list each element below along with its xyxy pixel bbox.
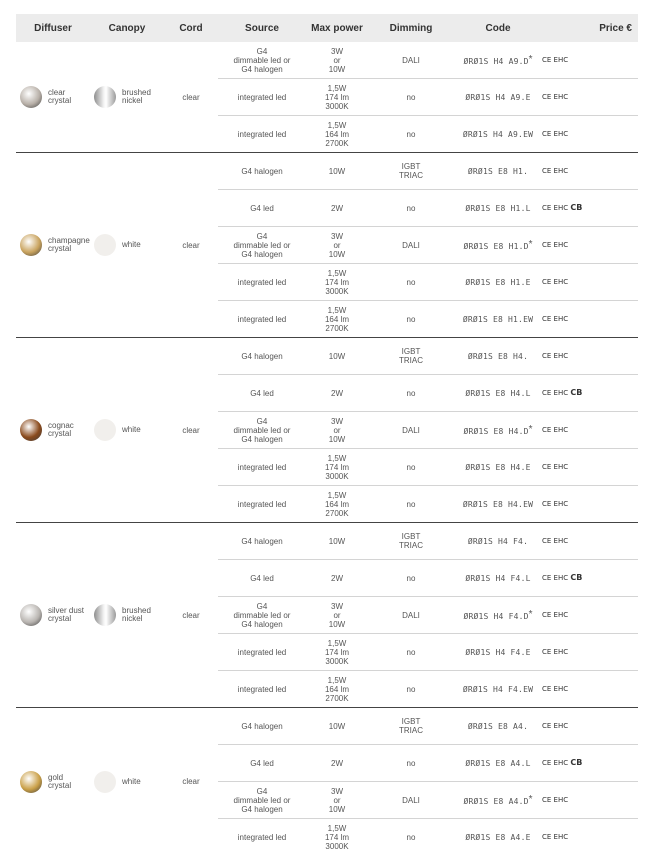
- certification-marks: CE EHC: [542, 352, 568, 360]
- canopy-swatch-group: [92, 234, 162, 256]
- price-cell: [594, 634, 638, 671]
- source-cell: integrated led: [218, 116, 306, 153]
- code-cell: [454, 449, 542, 486]
- canopy-label: white: [122, 241, 141, 249]
- certification-cell: [542, 486, 594, 523]
- certification-marks: CE EHC: [542, 500, 568, 508]
- canopy-swatch: [94, 86, 116, 108]
- dimming-cell: DALI: [368, 227, 454, 264]
- code-cell: [454, 412, 542, 449]
- dimming-cell: DALI: [368, 42, 454, 79]
- max-power-cell: 3W or 10W: [306, 597, 368, 634]
- cord-cell: clear: [164, 42, 218, 153]
- diffuser-cell: [16, 153, 90, 338]
- code-cell: [454, 42, 542, 79]
- source-cell: G4 halogen: [218, 153, 306, 190]
- dimming-cell: no: [368, 375, 454, 412]
- source-cell: G4 led: [218, 560, 306, 597]
- cb-mark: CB: [570, 203, 582, 212]
- product-code: ØRØ1S E8 H4.D: [463, 427, 528, 436]
- certification-cell: [542, 375, 594, 412]
- certification-cell: [542, 190, 594, 227]
- certification-cell: [542, 597, 594, 634]
- max-power-cell: 1,5W 164 lm 2700K: [306, 486, 368, 523]
- certification-cell: [542, 301, 594, 338]
- cord-cell: clear: [164, 523, 218, 708]
- source-cell: integrated led: [218, 301, 306, 338]
- diffuser-swatch: [20, 604, 42, 626]
- code-cell: [454, 264, 542, 301]
- certification-cell: [542, 708, 594, 745]
- diffuser-swatch-group: [18, 234, 88, 256]
- canopy-label: brushed nickel: [122, 89, 162, 105]
- source-cell: integrated led: [218, 634, 306, 671]
- source-cell: G4 dimmable led or G4 halogen: [218, 597, 306, 634]
- code-cell: [454, 560, 542, 597]
- product-code: ØRØ1S E8 A4.D: [463, 797, 528, 806]
- price-cell: [594, 190, 638, 227]
- product-code: ØRØ1S E8 A4.L: [465, 759, 530, 768]
- header-canopy: Canopy: [90, 14, 164, 42]
- canopy-cell: [90, 42, 164, 153]
- max-power-cell: 1,5W 164 lm 2700K: [306, 116, 368, 153]
- header-cord: Cord: [164, 14, 218, 42]
- table-row: [16, 153, 638, 190]
- header-dimming: Dimming: [368, 14, 454, 42]
- certification-cell: [542, 634, 594, 671]
- header-row: [16, 14, 638, 42]
- source-cell: integrated led: [218, 264, 306, 301]
- source-cell: integrated led: [218, 486, 306, 523]
- price-cell: [594, 338, 638, 375]
- certification-marks: CE EHC: [542, 426, 568, 434]
- diffuser-swatch-group: [18, 604, 88, 626]
- dali-asterisk: *: [529, 54, 533, 65]
- canopy-cell: [90, 523, 164, 708]
- price-cell: [594, 153, 638, 190]
- code-cell: [454, 375, 542, 412]
- canopy-swatch: [94, 419, 116, 441]
- diffuser-cell: [16, 523, 90, 708]
- certification-marks: CE EHC: [542, 167, 568, 175]
- product-code: ØRØ1S H4 A9.EW: [463, 130, 533, 139]
- certification-marks: CE EHC: [542, 611, 568, 619]
- cord-cell: clear: [164, 708, 218, 855]
- max-power-cell: 3W or 10W: [306, 412, 368, 449]
- table-row: [16, 42, 638, 79]
- source-cell: G4 dimmable led or G4 halogen: [218, 412, 306, 449]
- certification-cell: [542, 42, 594, 79]
- table-row: [16, 338, 638, 375]
- code-cell: [454, 227, 542, 264]
- price-cell: [594, 560, 638, 597]
- certification-cell: [542, 671, 594, 708]
- code-cell: [454, 782, 542, 819]
- price-cell: [594, 449, 638, 486]
- certification-cell: [542, 560, 594, 597]
- source-cell: G4 led: [218, 745, 306, 782]
- max-power-cell: 1,5W 174 lm 3000K: [306, 819, 368, 855]
- max-power-cell: 10W: [306, 523, 368, 560]
- max-power-cell: 3W or 10W: [306, 782, 368, 819]
- product-code: ØRØ1S E8 A4.: [468, 722, 528, 731]
- certification-marks: CE EHC: [542, 463, 568, 471]
- diffuser-swatch-group: [18, 771, 88, 793]
- dali-asterisk: *: [529, 424, 533, 435]
- price-cell: [594, 671, 638, 708]
- header-cert: [542, 14, 594, 42]
- source-cell: G4 halogen: [218, 338, 306, 375]
- dimming-cell: no: [368, 449, 454, 486]
- code-cell: [454, 597, 542, 634]
- source-cell: integrated led: [218, 449, 306, 486]
- product-code: ØRØ1S E8 H1.: [468, 167, 528, 176]
- header-source: Source: [218, 14, 306, 42]
- dimming-cell: no: [368, 301, 454, 338]
- diffuser-swatch-group: [18, 86, 88, 108]
- certification-cell: [542, 412, 594, 449]
- source-cell: integrated led: [218, 671, 306, 708]
- product-code: ØRØ1S H4 F4.L: [465, 574, 530, 583]
- certification-marks: CE EHC: [542, 759, 568, 767]
- canopy-cell: [90, 153, 164, 338]
- certification-marks: CE EHC: [542, 574, 568, 582]
- certification-cell: [542, 338, 594, 375]
- product-code: ØRØ1S E8 H4.EW: [463, 500, 533, 509]
- certification-cell: [542, 153, 594, 190]
- certification-cell: [542, 227, 594, 264]
- certification-marks: CE EHC: [542, 722, 568, 730]
- max-power-cell: 1,5W 174 lm 3000K: [306, 634, 368, 671]
- header-code: Code: [454, 14, 542, 42]
- code-cell: [454, 190, 542, 227]
- source-cell: G4 halogen: [218, 708, 306, 745]
- certification-marks: CE EHC: [542, 685, 568, 693]
- cb-mark: CB: [570, 388, 582, 397]
- certification-marks: CE EHC: [542, 56, 568, 64]
- dimming-cell: no: [368, 560, 454, 597]
- max-power-cell: 2W: [306, 190, 368, 227]
- dimming-cell: IGBT TRIAC: [368, 523, 454, 560]
- product-code: ØRØ1S H4 F4.D: [463, 612, 528, 621]
- certification-marks: CE EHC: [542, 796, 568, 804]
- product-code: ØRØ1S H4 F4.EW: [463, 685, 533, 694]
- cord-cell: clear: [164, 338, 218, 523]
- canopy-swatch-group: [92, 771, 162, 793]
- dimming-cell: no: [368, 264, 454, 301]
- source-cell: G4 led: [218, 190, 306, 227]
- price-cell: [594, 375, 638, 412]
- price-cell: [594, 412, 638, 449]
- header-max-power: Max power: [306, 14, 368, 42]
- max-power-cell: 10W: [306, 153, 368, 190]
- max-power-cell: 3W or 10W: [306, 42, 368, 79]
- certification-marks: CE EHC: [542, 648, 568, 656]
- diffuser-swatch: [20, 234, 42, 256]
- product-code: ØRØ1S H4 A9.E: [465, 93, 530, 102]
- price-cell: [594, 79, 638, 116]
- source-cell: integrated led: [218, 79, 306, 116]
- code-cell: [454, 634, 542, 671]
- source-cell: integrated led: [218, 819, 306, 855]
- dimming-cell: IGBT TRIAC: [368, 153, 454, 190]
- price-cell: [594, 708, 638, 745]
- diffuser-cell: [16, 338, 90, 523]
- price-cell: [594, 523, 638, 560]
- certification-cell: [542, 819, 594, 855]
- dimming-cell: no: [368, 819, 454, 855]
- price-cell: [594, 227, 638, 264]
- certification-cell: [542, 745, 594, 782]
- code-cell: [454, 671, 542, 708]
- code-cell: [454, 486, 542, 523]
- product-code: ØRØ1S E8 H1.EW: [463, 315, 533, 324]
- diffuser-swatch: [20, 419, 42, 441]
- table-body: [16, 42, 638, 855]
- certification-cell: [542, 116, 594, 153]
- price-cell: [594, 116, 638, 153]
- canopy-swatch-group: [92, 86, 162, 108]
- canopy-swatch: [94, 604, 116, 626]
- dali-asterisk: *: [529, 239, 533, 250]
- certification-cell: [542, 523, 594, 560]
- certification-cell: [542, 264, 594, 301]
- certification-cell: [542, 449, 594, 486]
- price-cell: [594, 782, 638, 819]
- diffuser-label: gold crystal: [48, 774, 88, 790]
- canopy-swatch: [94, 234, 116, 256]
- canopy-swatch: [94, 771, 116, 793]
- certification-marks: CE EHC: [542, 278, 568, 286]
- source-cell: G4 led: [218, 375, 306, 412]
- product-code: ØRØ1S E8 H4.: [468, 352, 528, 361]
- canopy-label: brushed nickel: [122, 607, 162, 623]
- cord-cell: clear: [164, 153, 218, 338]
- max-power-cell: 1,5W 164 lm 2700K: [306, 301, 368, 338]
- dimming-cell: no: [368, 745, 454, 782]
- canopy-swatch-group: [92, 419, 162, 441]
- certification-marks: CE EHC: [542, 241, 568, 249]
- dimming-cell: no: [368, 190, 454, 227]
- max-power-cell: 1,5W 174 lm 3000K: [306, 264, 368, 301]
- canopy-label: white: [122, 426, 141, 434]
- max-power-cell: 1,5W 174 lm 3000K: [306, 79, 368, 116]
- max-power-cell: 3W or 10W: [306, 227, 368, 264]
- max-power-cell: 2W: [306, 375, 368, 412]
- dimming-cell: DALI: [368, 597, 454, 634]
- max-power-cell: 1,5W 164 lm 2700K: [306, 671, 368, 708]
- diffuser-swatch-group: [18, 419, 88, 441]
- source-cell: G4 dimmable led or G4 halogen: [218, 782, 306, 819]
- canopy-swatch-group: [92, 604, 162, 626]
- source-cell: G4 halogen: [218, 523, 306, 560]
- max-power-cell: 2W: [306, 560, 368, 597]
- certification-marks: CE EHC: [542, 204, 568, 212]
- diffuser-swatch: [20, 771, 42, 793]
- code-cell: [454, 153, 542, 190]
- diffuser-label: silver dust crystal: [48, 607, 88, 623]
- dimming-cell: no: [368, 634, 454, 671]
- code-cell: [454, 338, 542, 375]
- max-power-cell: 10W: [306, 338, 368, 375]
- certification-cell: [542, 782, 594, 819]
- code-cell: [454, 116, 542, 153]
- diffuser-label: clear crystal: [48, 89, 88, 105]
- dimming-cell: no: [368, 79, 454, 116]
- product-code: ØRØ1S E8 H1.E: [465, 278, 530, 287]
- code-cell: [454, 819, 542, 855]
- diffuser-swatch: [20, 86, 42, 108]
- price-cell: [594, 745, 638, 782]
- dimming-cell: no: [368, 671, 454, 708]
- price-cell: [594, 819, 638, 855]
- product-code: ØRØ1S E8 H4.E: [465, 463, 530, 472]
- source-cell: G4 dimmable led or G4 halogen: [218, 227, 306, 264]
- code-cell: [454, 79, 542, 116]
- dimming-cell: IGBT TRIAC: [368, 708, 454, 745]
- cb-mark: CB: [570, 758, 582, 767]
- price-cell: [594, 42, 638, 79]
- cb-mark: CB: [570, 573, 582, 582]
- header-diffuser: Diffuser: [16, 14, 90, 42]
- source-cell: G4 dimmable led or G4 halogen: [218, 42, 306, 79]
- canopy-label: white: [122, 778, 141, 786]
- canopy-cell: [90, 708, 164, 855]
- dimming-cell: IGBT TRIAC: [368, 338, 454, 375]
- code-cell: [454, 745, 542, 782]
- max-power-cell: 1,5W 174 lm 3000K: [306, 449, 368, 486]
- product-spec-table: [16, 14, 638, 855]
- certification-marks: CE EHC: [542, 130, 568, 138]
- code-cell: [454, 523, 542, 560]
- code-cell: [454, 708, 542, 745]
- product-code: ØRØ1S E8 H1.L: [465, 204, 530, 213]
- diffuser-cell: [16, 42, 90, 153]
- certification-marks: CE EHC: [542, 315, 568, 323]
- max-power-cell: 10W: [306, 708, 368, 745]
- certification-marks: CE EHC: [542, 833, 568, 841]
- certification-marks: CE EHC: [542, 93, 568, 101]
- dimming-cell: DALI: [368, 412, 454, 449]
- price-cell: [594, 597, 638, 634]
- canopy-cell: [90, 338, 164, 523]
- product-code: ØRØ1S H4 F4.E: [465, 648, 530, 657]
- price-cell: [594, 486, 638, 523]
- product-code: ØRØ1S H4 F4.: [468, 537, 528, 546]
- table-row: [16, 523, 638, 560]
- certification-marks: CE EHC: [542, 389, 568, 397]
- price-cell: [594, 301, 638, 338]
- product-code: ØRØ1S E8 H1.D: [463, 242, 528, 251]
- header-price: Price €: [594, 14, 638, 42]
- price-cell: [594, 264, 638, 301]
- dimming-cell: DALI: [368, 782, 454, 819]
- product-code: ØRØ1S E8 H4.L: [465, 389, 530, 398]
- dali-asterisk: *: [529, 609, 533, 620]
- diffuser-cell: [16, 708, 90, 855]
- dimming-cell: no: [368, 116, 454, 153]
- dimming-cell: no: [368, 486, 454, 523]
- diffuser-label: champagne crystal: [48, 237, 90, 253]
- diffuser-label: cognac crystal: [48, 422, 88, 438]
- product-code: ØRØ1S E8 A4.E: [465, 833, 530, 842]
- certification-marks: CE EHC: [542, 537, 568, 545]
- max-power-cell: 2W: [306, 745, 368, 782]
- product-code: ØRØ1S H4 A9.D: [463, 57, 528, 66]
- certification-cell: [542, 79, 594, 116]
- table-row: [16, 708, 638, 745]
- dali-asterisk: *: [529, 794, 533, 805]
- code-cell: [454, 301, 542, 338]
